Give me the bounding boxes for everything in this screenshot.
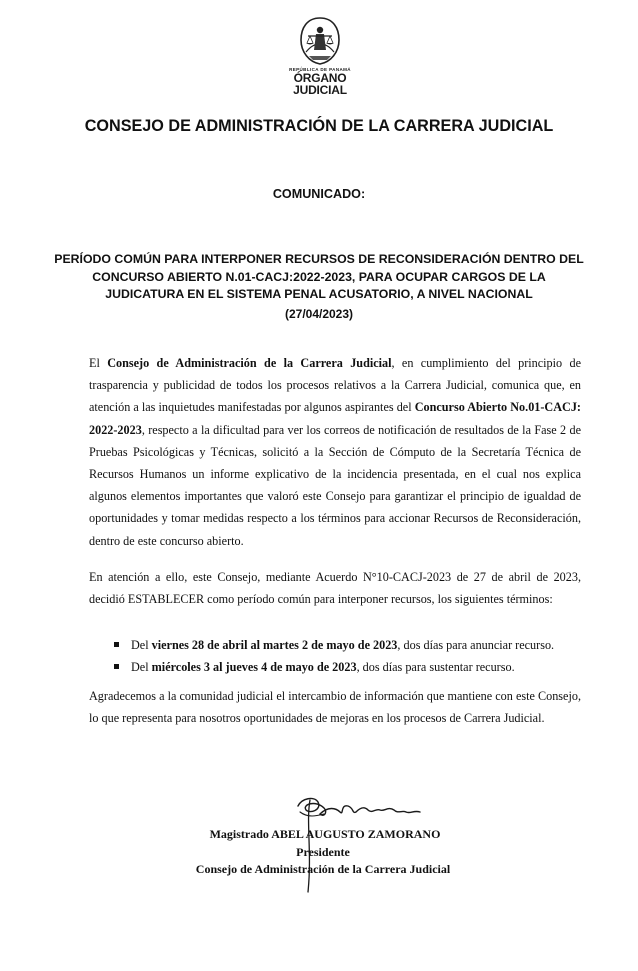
terms-list	[110, 634, 580, 678]
intro-text-1: El	[89, 356, 108, 370]
logo-org-line2: JUDICIAL	[293, 83, 347, 97]
notice-date: (27/04/2023)	[284, 307, 354, 321]
bullet-post: , dos días para anunciar recurso.	[397, 638, 555, 652]
logo-country-text: REPÚBLICA DE PANAMÁ	[289, 67, 351, 72]
bullet-post: , dos días para sustentar recurso.	[356, 660, 515, 674]
signer-title: Presidente	[296, 844, 350, 859]
list-item	[110, 634, 580, 656]
bullet-dates: miércoles 3 al jueves 4 de mayo de 2023	[151, 660, 357, 674]
signer-organization: Consejo de Administración de la Carrera Judicial	[195, 862, 451, 876]
signature-block	[0, 826, 638, 879]
logo-org-line1: ÓRGANO	[293, 71, 347, 85]
intro-text-2: , en cumplimiento del principio de trasparencia y publicidad de todos los procesos relativos a la Carrera Judicial, comunica que, en atención a las inquietudes manifestadas por algunos aspirantes del	[89, 356, 581, 415]
intro-bold-contest: Concurso Abierto No.01-CACJ: 2022-2023	[89, 400, 581, 437]
notice-heading: COMUNICADO:	[272, 187, 366, 201]
paragraph-decision: En atención a ello, este Consejo, mediante Acuerdo N°10-CACJ-2023 de 27 de abril de 2023, decidió ESTABLECER como período común para interponer recursos, los siguientes términos:	[89, 570, 581, 607]
bullet-dates: viernes 28 de abril al martes 2 de mayo de 2023	[151, 638, 398, 652]
bullet-pre: Del	[131, 638, 152, 652]
paragraph-closing: Agradecemos a la comunidad judicial el intercambio de información que mantiene con este Consejo, lo que representa para nosotros oportunidades de mejoras en los procesos de Carrera Judicial.	[89, 689, 581, 726]
intro-bold-council: Consejo de Administración de la Carrera Judicial	[107, 356, 392, 370]
organo-judicial-logo	[270, 16, 370, 106]
bullet-square-icon	[114, 664, 119, 669]
bullet-pre: Del	[131, 660, 152, 674]
notice-subject: PERÍODO COMÚN PARA INTERPONER RECURSOS DE RECONSIDERACIÓN DENTRO DEL CONCURSO ABIERTO N.01-CACJ:2022-2023, PARA OCUPAR CARGOS DE LA JUDICATURA EN EL SISTEMA PENAL ACUSATORIO, A NIVEL NACIONAL	[54, 252, 584, 301]
council-title: CONSEJO DE ADMINISTRACIÓN DE LA CARRERA JUDICIAL	[84, 117, 554, 135]
signer-name: Magistrado ABEL AUGUSTO ZAMORANO	[209, 827, 441, 841]
bullet-square-icon	[114, 642, 119, 647]
intro-text-3: , respecto a la dificultad para ver los correos de notificación de resultados de la Fase 2 de Pruebas Psicológicas y Técnicas, solicitó a la Sección de Cómputo de la Secretaría Técnica de Recursos Humanos un informe explicativo de la incidencia presentada, en el cual nos explica algunos elementos importantes que valoró este Consejo para garantizar el principio de igualdad de oportunidades y tomar medidas respecto a los términos para accionar Recursos de Reconsideración, dentro de este concurso abierto.	[89, 422, 581, 548]
list-item	[110, 656, 580, 678]
justice-seal-icon	[297, 16, 343, 66]
paragraph-intro	[89, 352, 581, 552]
